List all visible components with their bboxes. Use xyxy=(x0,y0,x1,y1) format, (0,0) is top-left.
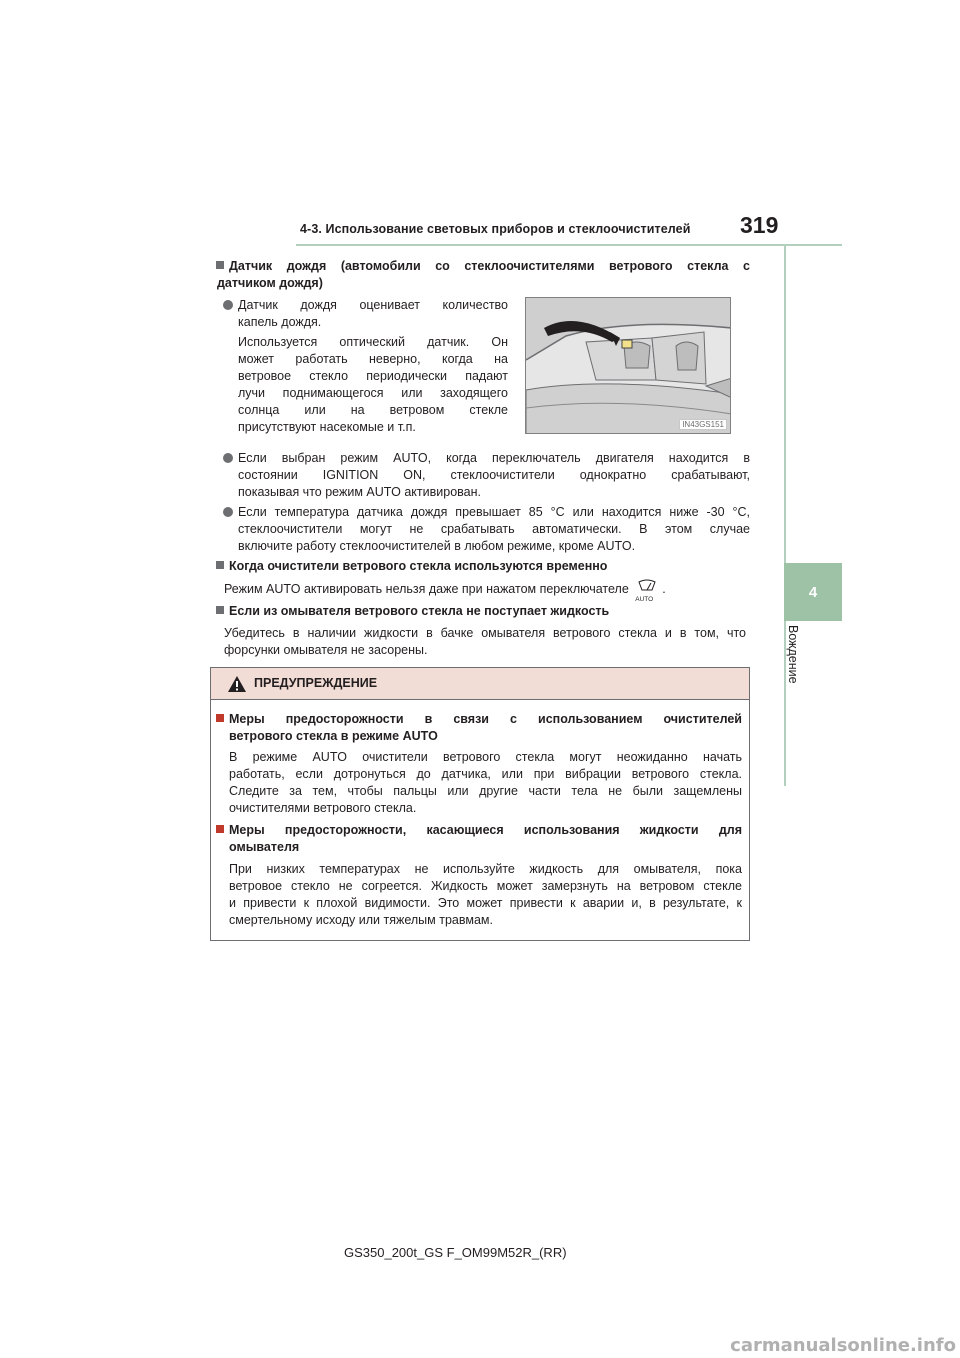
bullet2-line: показывая что режим AUTO активирован. xyxy=(238,485,481,499)
round-bullet-icon xyxy=(223,453,233,463)
temporary-use-text-before: Режим AUTO активировать нельзя даже при нажатом переключателе xyxy=(224,582,629,596)
round-bullet-icon xyxy=(223,300,233,310)
square-bullet-icon xyxy=(216,261,224,269)
round-bullet-icon xyxy=(223,507,233,517)
para-line: ветровое стекло периодически падают xyxy=(238,369,508,383)
rain-sensor-heading xyxy=(216,258,750,292)
section-title: 4-3. Использование световых приборов и стеклоочистителей xyxy=(300,222,691,236)
rain-sensor-heading-line1: Датчик дождя (автомобили со стеклоочистителями ветрового стекла с xyxy=(229,259,750,273)
temporary-use-text xyxy=(224,579,744,603)
square-bullet-icon xyxy=(216,561,224,569)
warning-item1-heading xyxy=(216,711,742,745)
warning-item2-line: ветровое стекло не согреется. Жидкость может замерзнуть на ветровом стекле xyxy=(229,879,742,893)
para-line: может работать неверно, когда на xyxy=(238,352,508,366)
warning-header xyxy=(211,668,749,700)
warning-item1-line: В режиме AUTO очистители ветрового стекла могут неожиданно начать xyxy=(229,750,742,764)
bullet-temperature-limits xyxy=(223,504,750,555)
bullet3-line: Если температура датчика дождя превышает 85 °C или находится ниже -30 °C, xyxy=(238,505,750,519)
wiper-auto-icon xyxy=(634,579,660,603)
warning-item2-heading xyxy=(216,822,742,856)
bullet3-line: стеклоочистители могут не срабатывать автоматически. В этом случае xyxy=(238,522,750,536)
chapter-number: 4 xyxy=(808,583,818,601)
washer-fluid-line: Убедитесь в наличии жидкости в бачке омывателя ветрового стекла и в том, что xyxy=(224,626,746,640)
warning-item1-line: Следите за тем, чтобы пальцы или другие части тела не были защемлены xyxy=(229,784,742,798)
para-line: присутствуют насекомые и т.п. xyxy=(238,420,416,434)
figure-code: IN43GS151 xyxy=(679,419,727,430)
washer-fluid-text xyxy=(224,625,746,659)
warning-item2-heading-line1: Меры предосторожности, касающиеся использования жидкости для xyxy=(229,823,742,837)
red-square-bullet-icon xyxy=(216,825,224,833)
bullet3-line: включите работу стеклоочистителей в любом режиме, кроме AUTO. xyxy=(238,539,636,553)
optical-sensor-paragraph xyxy=(238,334,508,436)
watermark: carmanualsonline.info xyxy=(730,1335,956,1356)
warning-item1-heading-line2: ветрового стекла в режиме AUTO xyxy=(229,729,438,743)
washer-fluid-heading-text: Если из омывателя ветрового стекла не поступает жидкость xyxy=(229,604,610,618)
rain-sensor-illustration xyxy=(525,297,731,434)
red-square-bullet-icon xyxy=(216,714,224,722)
warning-item1-line: работать, если дотронуться до датчика, или при вибрации ветрового стекла. xyxy=(229,767,742,781)
rain-sensor-heading-line2: датчиком дождя) xyxy=(217,276,323,290)
windshield-interior-drawing xyxy=(526,298,731,434)
chapter-name: Вождение xyxy=(786,625,800,684)
temporary-use-heading xyxy=(216,558,750,575)
page-number: 319 xyxy=(740,212,779,238)
washer-fluid-line: форсунки омывателя не засорены. xyxy=(224,643,428,657)
warning-item2-line: При низких температурах не используйте жидкость для омывателя, пока xyxy=(229,862,742,876)
para-line: Используется оптический датчик. Он xyxy=(238,335,508,349)
warning-item2-line: смертельному исходу или тяжелым травмам. xyxy=(229,913,493,927)
header-divider xyxy=(296,244,842,246)
square-bullet-icon xyxy=(216,606,224,614)
bullet1-line1: Датчик дождя оценивает количество xyxy=(238,298,508,312)
bullet-auto-mode-activation xyxy=(223,450,750,501)
bullet1-line2: капель дождя. xyxy=(238,315,322,329)
temporary-use-text-after: . xyxy=(662,582,666,596)
warning-triangle-icon xyxy=(227,675,247,693)
para-line: лучи поднимающегося или заходящего xyxy=(238,386,508,400)
chapter-tab[interactable] xyxy=(784,563,842,621)
wiper-auto-label: AUTO xyxy=(635,596,654,603)
side-rule xyxy=(784,246,786,786)
bullet2-line: Если выбран режим AUTO, когда переключатель двигателя находится в xyxy=(238,451,750,465)
warning-title: ПРЕДУПРЕЖДЕНИЕ xyxy=(254,676,378,690)
washer-fluid-heading xyxy=(216,603,750,620)
warning-item1-text xyxy=(229,749,742,817)
warning-item1-heading-line1: Меры предосторожности в связи с использованием очистителей xyxy=(229,712,742,726)
warning-item2-text xyxy=(229,861,742,929)
bullet2-line: состоянии IGNITION ON, стеклоочистители однократно срабатывают, xyxy=(238,468,750,482)
bullet-rain-sensor-estimates xyxy=(223,297,508,331)
warning-item2-heading-line2: омывателя xyxy=(229,840,300,854)
warning-item2-line: и привести к плохой видимости. Это может привести к аварии и, в результате, к xyxy=(229,896,742,910)
warning-item1-line: очистителями ветрового стекла. xyxy=(229,801,417,815)
warning-box xyxy=(210,667,750,941)
model-code: GS350_200t_GS F_OM99M52R_(RR) xyxy=(344,1245,567,1260)
temporary-use-heading-text: Когда очистители ветрового стекла используются временно xyxy=(229,559,608,573)
para-line: солнца или на ветровом стекле xyxy=(238,403,508,417)
